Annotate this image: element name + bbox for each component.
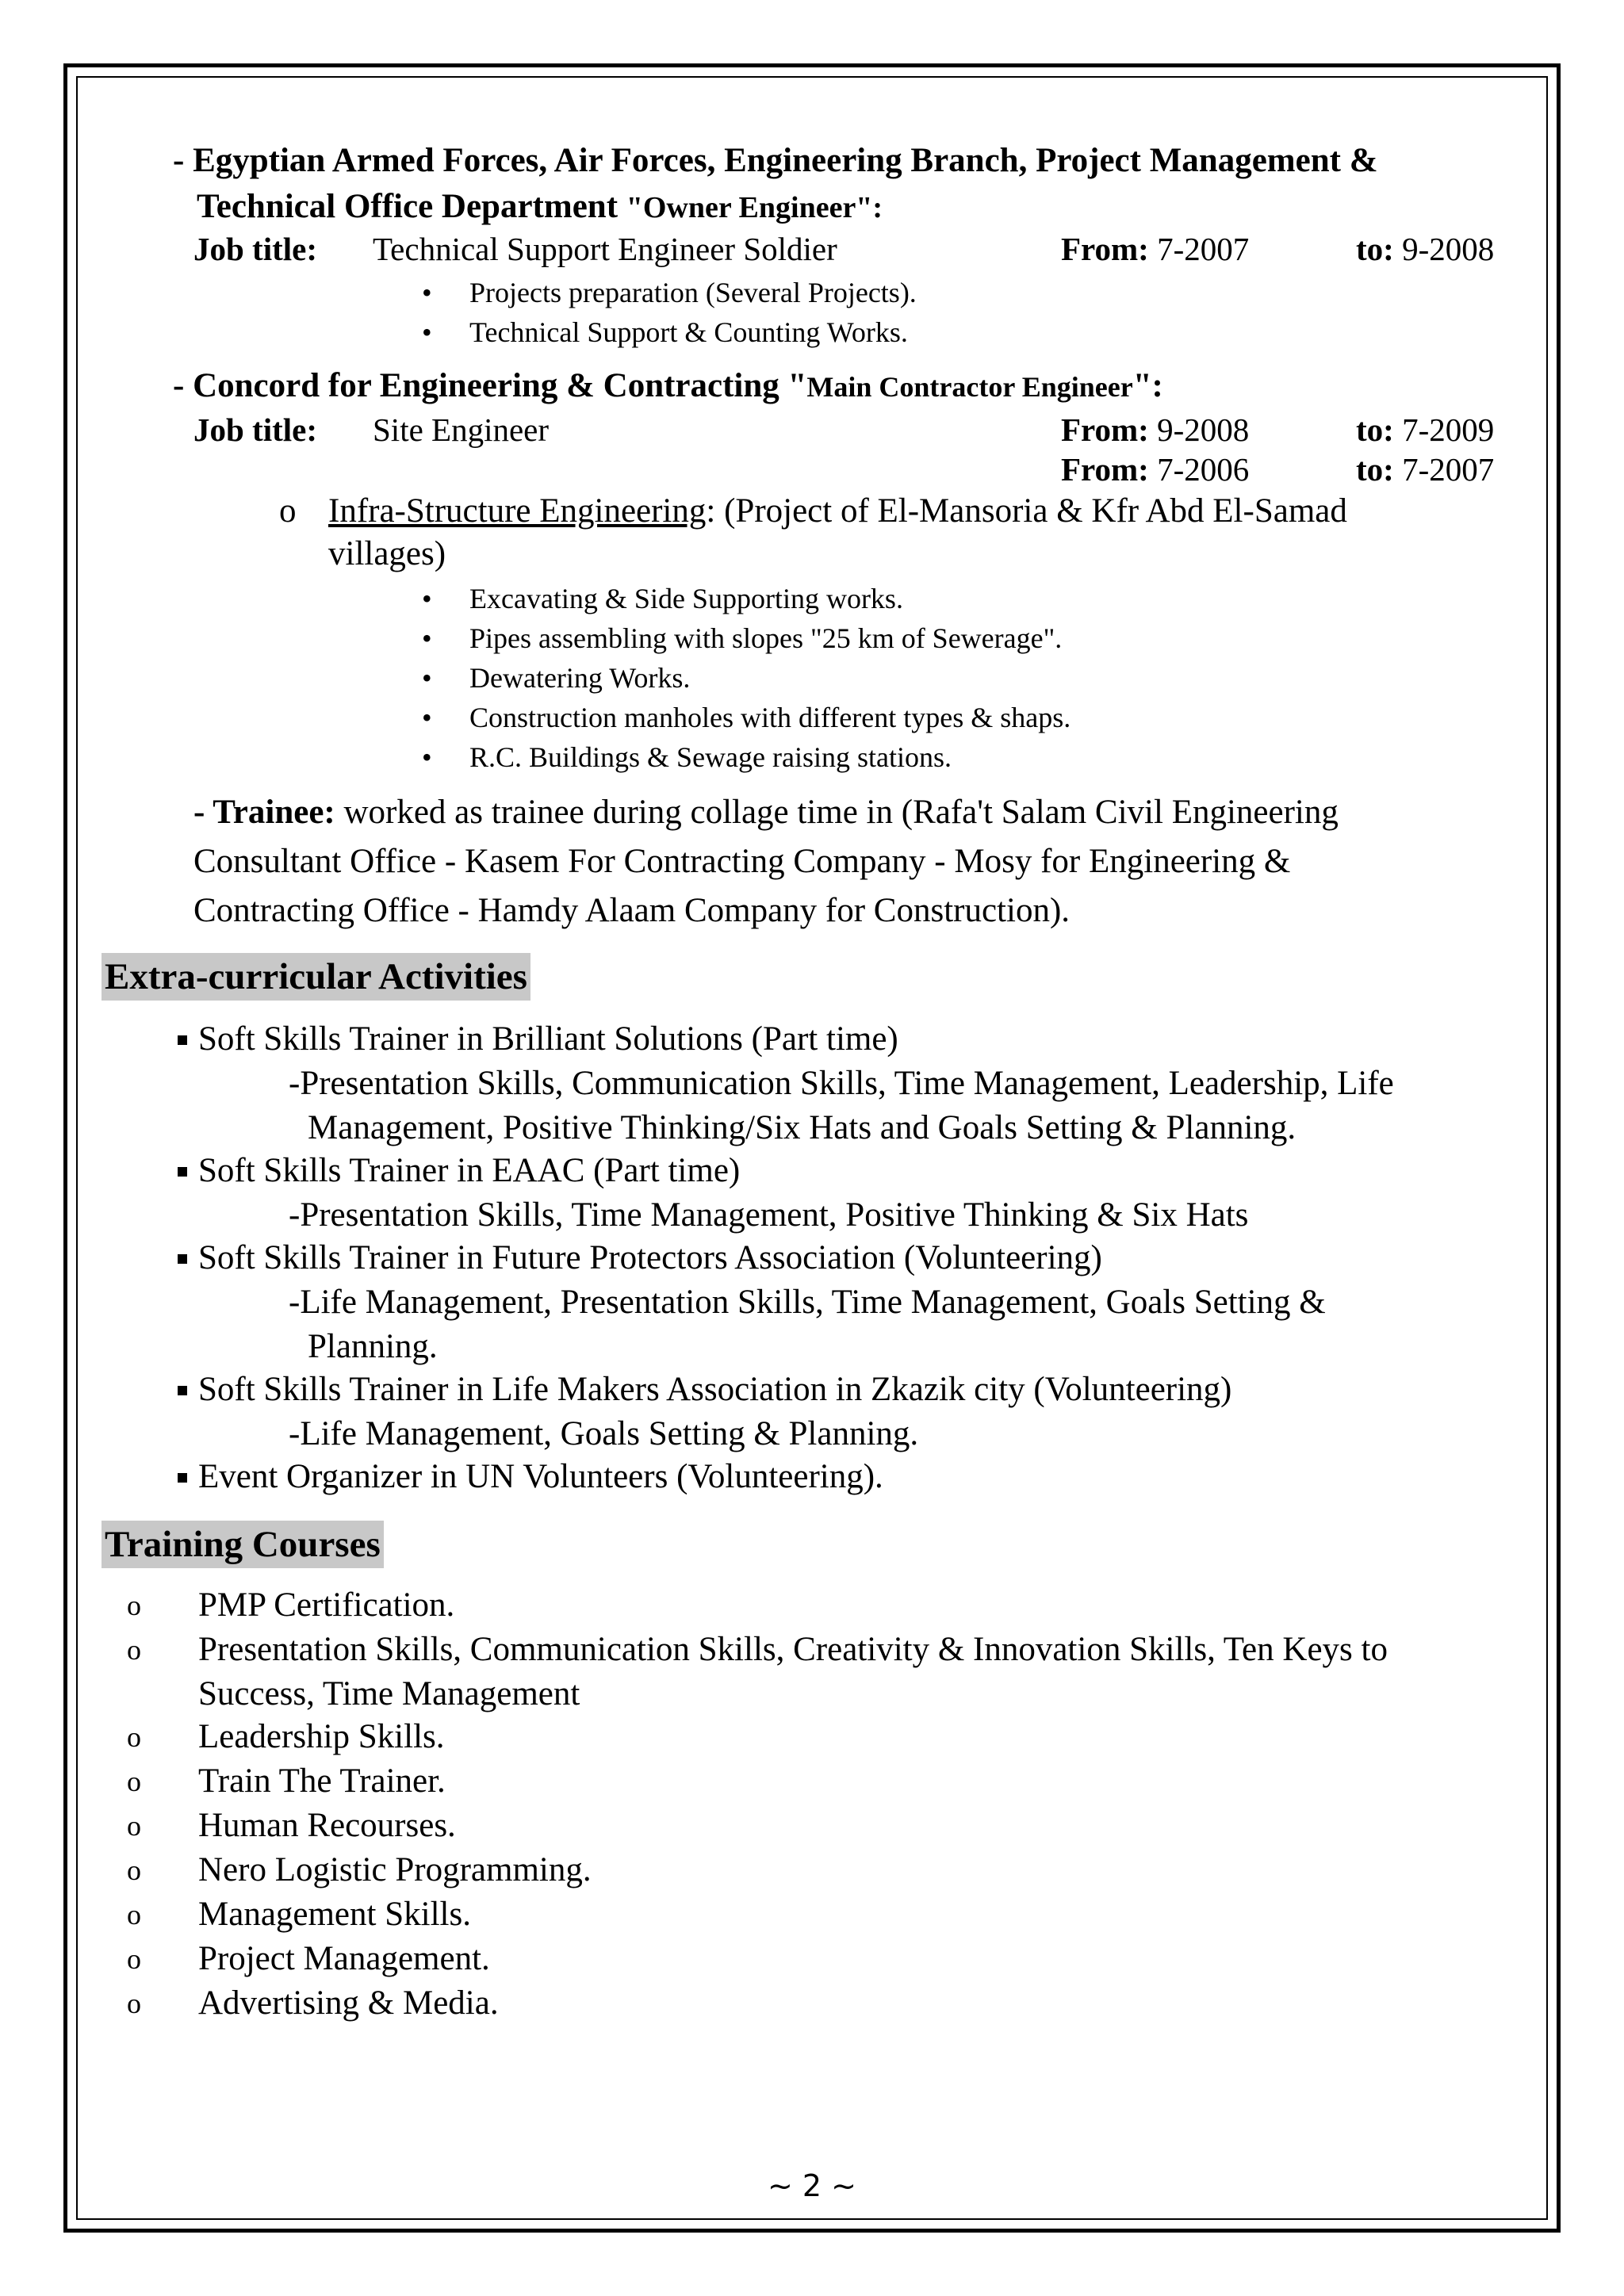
sub-project	[328, 492, 1347, 530]
activity-detail: -Life Management, Goals Setting & Planning.	[289, 1415, 919, 1452]
org-dept: Technical Office Department	[197, 188, 626, 225]
list-marker: o	[127, 1590, 141, 1621]
list-marker: o	[127, 1810, 141, 1842]
activity-title: Soft Skills Trainer in Future Protectors Association (Volunteering)	[198, 1239, 1102, 1276]
bullet-item: • Pipes assembling with slopes "25 km of Sewerage".	[469, 622, 1062, 655]
bullet-item: • Construction manholes with different types & shaps.	[469, 701, 1071, 734]
org-role: Main Contractor Engineer	[806, 371, 1133, 403]
activity-detail: -Presentation Skills, Time Management, Positive Thinking & Six Hats	[289, 1196, 1249, 1234]
list-marker: o	[127, 1899, 141, 1931]
course-item: Human Recourses.	[198, 1807, 456, 1844]
to-label: to:	[1356, 411, 1394, 448]
sub-project-desc: : (Project of El-Mansoria & Kfr Abd El-Samad	[706, 492, 1347, 530]
experience-1-organization-line2	[197, 187, 883, 226]
activity-detail: Planning.	[308, 1328, 438, 1365]
date-from	[1061, 411, 1249, 449]
activity-title: Soft Skills Trainer in EAAC (Part time)	[198, 1152, 741, 1189]
date-to-2	[1356, 450, 1494, 488]
course-item-continued: Success, Time Management	[198, 1675, 580, 1712]
from-value: 7-2006	[1157, 451, 1250, 488]
activity-detail: -Life Management, Presentation Skills, Time Management, Goals Setting &	[289, 1284, 1326, 1321]
sub-list-marker: o	[279, 492, 297, 530]
section-heading-training: Training Courses	[102, 1521, 384, 1568]
activity-detail: Management, Positive Thinking/Six Hats and Goals Setting & Planning.	[308, 1109, 1297, 1146]
course-item: Advertising & Media.	[198, 1984, 499, 2022]
sub-project-title: Infra-Structure Engineering	[328, 492, 707, 530]
course-item: Train The Trainer.	[198, 1762, 446, 1800]
date-from-2	[1061, 450, 1249, 488]
date-to	[1356, 230, 1494, 268]
sub-project-desc-line2: villages)	[328, 535, 446, 572]
course-item: Leadership Skills.	[198, 1718, 445, 1755]
trainee-text: worked as trainee during collage time in (Rafa't Salam Civil Engineering	[335, 794, 1339, 831]
square-bullet-icon	[178, 1167, 187, 1177]
experience-2-organization	[173, 366, 1163, 405]
trainee-label: - Trainee:	[193, 794, 335, 831]
date-from	[1061, 230, 1249, 268]
trainee-line1	[193, 793, 1339, 832]
list-marker: o	[127, 1988, 141, 2019]
from-value: 9-2008	[1157, 411, 1250, 448]
bullet-item: • R.C. Buildings & Sewage raising stations.	[469, 740, 952, 774]
job-title-label: Job title:	[193, 411, 317, 448]
course-item: Nero Logistic Programming.	[198, 1851, 592, 1888]
from-value: 7-2007	[1157, 231, 1250, 267]
square-bullet-icon	[178, 1473, 187, 1483]
activity-title: Soft Skills Trainer in Life Makers Association in Zkazik city (Volunteering)	[198, 1371, 1232, 1408]
to-value: 7-2007	[1402, 451, 1495, 488]
bullet-item: • Technical Support & Counting Works.	[469, 316, 908, 349]
list-marker: o	[127, 1854, 141, 1886]
date-to	[1356, 411, 1494, 449]
bullet-item: • Excavating & Side Supporting works.	[469, 582, 903, 615]
to-label: to:	[1356, 451, 1394, 488]
bullet-item: • Dewatering Works.	[469, 661, 690, 695]
org-role: "Owner Engineer":	[626, 191, 883, 224]
job-title-value: Site Engineer	[373, 411, 550, 448]
trainee-line2: Consultant Office - Kasem For Contracting Company - Mosy for Engineering &	[193, 843, 1291, 880]
to-label: to:	[1356, 231, 1394, 267]
trainee-line3: Contracting Office - Hamdy Alaam Company for Construction).	[193, 892, 1071, 929]
bullet-item: • Projects preparation (Several Projects).	[469, 276, 917, 309]
course-item: Presentation Skills, Communication Skills, Creativity & Innovation Skills, Ten Keys to	[198, 1631, 1388, 1668]
page-number: ~ 2 ~	[767, 2168, 856, 2203]
list-marker: o	[127, 1943, 141, 1975]
list-marker: o	[127, 1766, 141, 1797]
list-marker: o	[127, 1634, 141, 1666]
to-value: 7-2009	[1402, 411, 1495, 448]
from-label: From:	[1061, 231, 1149, 267]
activity-title: Event Organizer in UN Volunteers (Volunteering).	[198, 1458, 883, 1495]
from-label: From:	[1061, 411, 1149, 448]
course-item: Management Skills.	[198, 1896, 471, 1933]
to-value: 9-2008	[1402, 231, 1495, 267]
course-item: PMP Certification.	[198, 1586, 455, 1624]
list-marker: o	[127, 1721, 141, 1753]
job-title-label: Job title:	[193, 231, 317, 267]
experience-1-organization: - Egyptian Armed Forces, Air Forces, Engineering Branch, Project Management &	[173, 142, 1378, 179]
square-bullet-icon	[178, 1386, 187, 1395]
job-title-value: Technical Support Engineer Soldier	[373, 231, 837, 267]
org-role-end: ":	[1132, 367, 1163, 404]
from-label: From:	[1061, 451, 1149, 488]
square-bullet-icon	[178, 1035, 187, 1045]
square-bullet-icon	[178, 1254, 187, 1264]
activity-detail: -Presentation Skills, Communication Skills, Time Management, Leadership, Life	[289, 1065, 1394, 1102]
section-heading-extra: Extra-curricular Activities	[102, 953, 530, 1001]
org-name: - Concord for Engineering & Contracting "	[173, 367, 807, 404]
course-item: Project Management.	[198, 1940, 490, 1977]
activity-title: Soft Skills Trainer in Brilliant Solutions (Part time)	[198, 1020, 898, 1058]
